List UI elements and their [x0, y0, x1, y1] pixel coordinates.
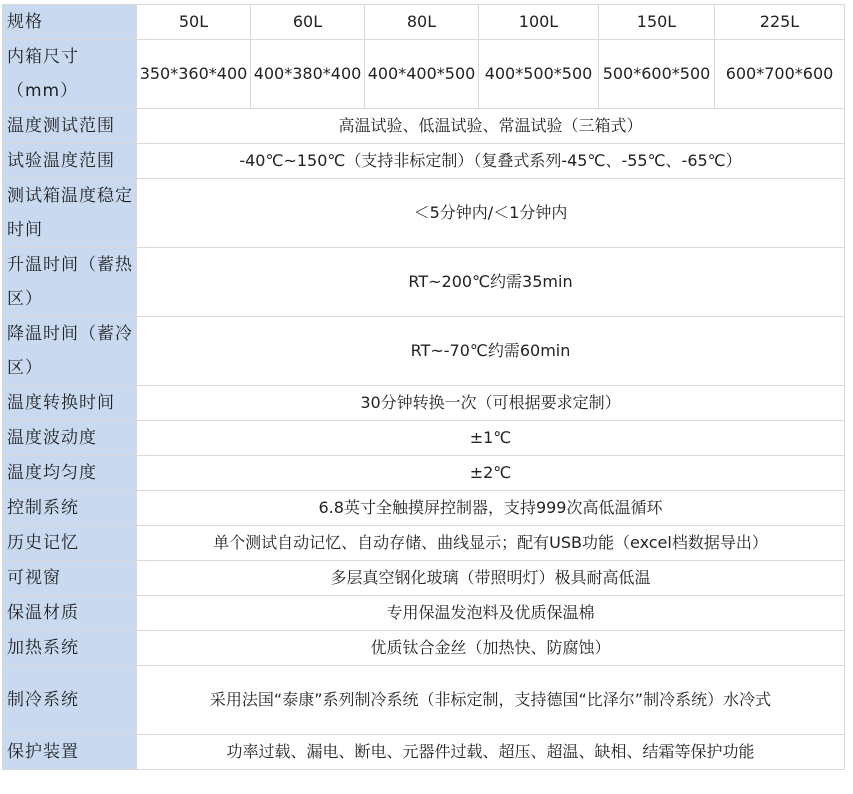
- header-row: [3, 5, 845, 40]
- spec-row-insulation: [3, 596, 845, 631]
- row-label: 历史记忆: [3, 526, 137, 561]
- spec-row-switch-time: [3, 386, 845, 421]
- row-label: 温度转换时间: [3, 386, 137, 421]
- spec-table: [2, 4, 845, 770]
- spec-row-control-system: [3, 491, 845, 526]
- volume-150l: 150L: [599, 5, 715, 40]
- row-label: 保温材质: [3, 596, 137, 631]
- spec-row-heatup-time: [3, 248, 845, 317]
- row-label: 控制系统: [3, 491, 137, 526]
- row-value: ±2℃: [137, 456, 845, 491]
- spec-row-fluctuation: [3, 421, 845, 456]
- row-label: 温度测试范围: [3, 109, 137, 144]
- spec-row-history: [3, 526, 845, 561]
- volume-50l: 50L: [137, 5, 251, 40]
- row-value: 功率过载、漏电、断电、元器件过载、超压、超温、缺相、结霜等保护功能: [137, 735, 845, 770]
- row-value: 高温试验、低温试验、常温试验（三箱式）: [137, 109, 845, 144]
- row-value: 专用保温发泡料及优质保温棉: [137, 596, 845, 631]
- volume-100l: 100L: [479, 5, 599, 40]
- dimension-80l: 400*400*500: [365, 40, 479, 109]
- spec-row-uniformity: [3, 456, 845, 491]
- spec-row-protection: [3, 735, 845, 770]
- row-label: 试验温度范围: [3, 144, 137, 179]
- spec-row-test-temp-range: [3, 144, 845, 179]
- row-value: RT~-70℃约需60min: [137, 317, 845, 386]
- row-value: -40℃~150℃（支持非标定制）（复叠式系列-45℃、-55℃、-65℃）: [137, 144, 845, 179]
- row-value: 采用法国“泰康”系列制冷系统（非标定制，支持德国“比泽尔”制冷系统）水冷式: [137, 666, 845, 735]
- spec-row-stabilize-time: [3, 179, 845, 248]
- row-value: 优质钛合金丝（加热快、防腐蚀）: [137, 631, 845, 666]
- volume-60l: 60L: [251, 5, 365, 40]
- row-value: ＜5分钟内/＜1分钟内: [137, 179, 845, 248]
- row-label: 升温时间（蓄热区）: [3, 248, 137, 317]
- row-label: 制冷系统: [3, 666, 137, 735]
- header-label: 规格: [3, 5, 137, 40]
- row-label: 降温时间（蓄冷区）: [3, 317, 137, 386]
- spec-row-cooling: [3, 666, 845, 735]
- row-value: RT~200℃约需35min: [137, 248, 845, 317]
- dimensions-label: 内箱尺寸（mm）: [3, 40, 137, 109]
- row-value: 单个测试自动记忆、自动存储、曲线显示；配有USB功能（excel档数据导出）: [137, 526, 845, 561]
- dimension-225l: 600*700*600: [715, 40, 845, 109]
- volume-80l: 80L: [365, 5, 479, 40]
- row-label: 测试箱温度稳定时间: [3, 179, 137, 248]
- dimension-60l: 400*380*400: [251, 40, 365, 109]
- row-value: 多层真空钢化玻璃（带照明灯）极具耐高低温: [137, 561, 845, 596]
- row-label: 保护装置: [3, 735, 137, 770]
- row-label: 温度波动度: [3, 421, 137, 456]
- row-label: 加热系统: [3, 631, 137, 666]
- row-value: 6.8英寸全触摸屏控制器，支持999次高低温循环: [137, 491, 845, 526]
- spec-row-window: [3, 561, 845, 596]
- spec-row-temp-test-range: [3, 109, 845, 144]
- spec-row-heating: [3, 631, 845, 666]
- row-label: 可视窗: [3, 561, 137, 596]
- row-label: 温度均匀度: [3, 456, 137, 491]
- row-value: ±1℃: [137, 421, 845, 456]
- row-value: 30分钟转换一次（可根据要求定制）: [137, 386, 845, 421]
- dimension-150l: 500*600*500: [599, 40, 715, 109]
- dimensions-row: [3, 40, 845, 109]
- spec-row-cooldown-time: [3, 317, 845, 386]
- dimension-100l: 400*500*500: [479, 40, 599, 109]
- volume-225l: 225L: [715, 5, 845, 40]
- dimension-50l: 350*360*400: [137, 40, 251, 109]
